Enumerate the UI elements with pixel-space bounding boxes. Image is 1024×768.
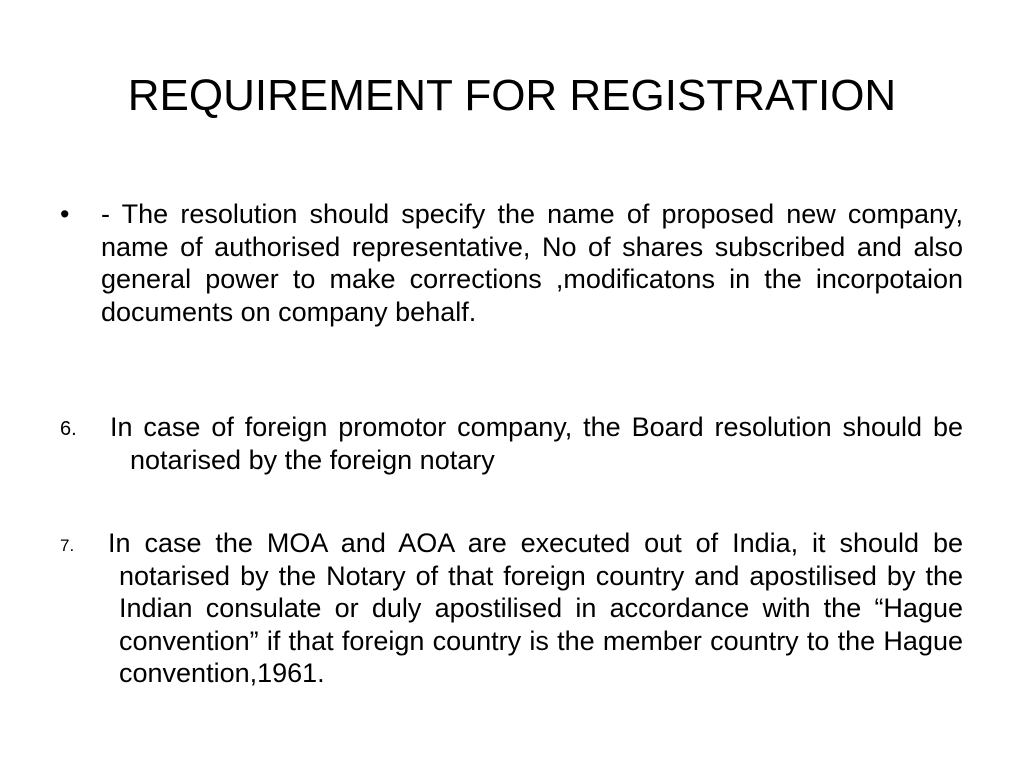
- number-marker-6: 6.: [60, 418, 77, 440]
- list-item-6: [60, 411, 963, 476]
- list-item-bullet: [60, 198, 963, 328]
- list-item-text: In case of foreign promotor company, the Board resolution should be notarised by the foreign notary: [110, 412, 963, 475]
- list-item-text: In case the MOA and AOA are executed out of India, it should be notarised by the Notary of that foreign country and apostilised by the Indian consulate or duly apostilised in accordance with the “Hague convention” if that foreign country is the member country to the Hague convention,1961.: [108, 528, 963, 688]
- slide-title: REQUIREMENT FOR REGISTRATION: [127, 71, 897, 120]
- bullet-marker: •: [60, 199, 70, 229]
- number-marker-7: 7.: [60, 536, 75, 555]
- list-item-text: - The resolution should specify the name of proposed new company, name of authorised representative, No of shares subscribed and also general power to make corrections ,modificatons in the incorpotaion documents on company behalf.: [101, 199, 963, 327]
- list-item-7: [60, 527, 963, 690]
